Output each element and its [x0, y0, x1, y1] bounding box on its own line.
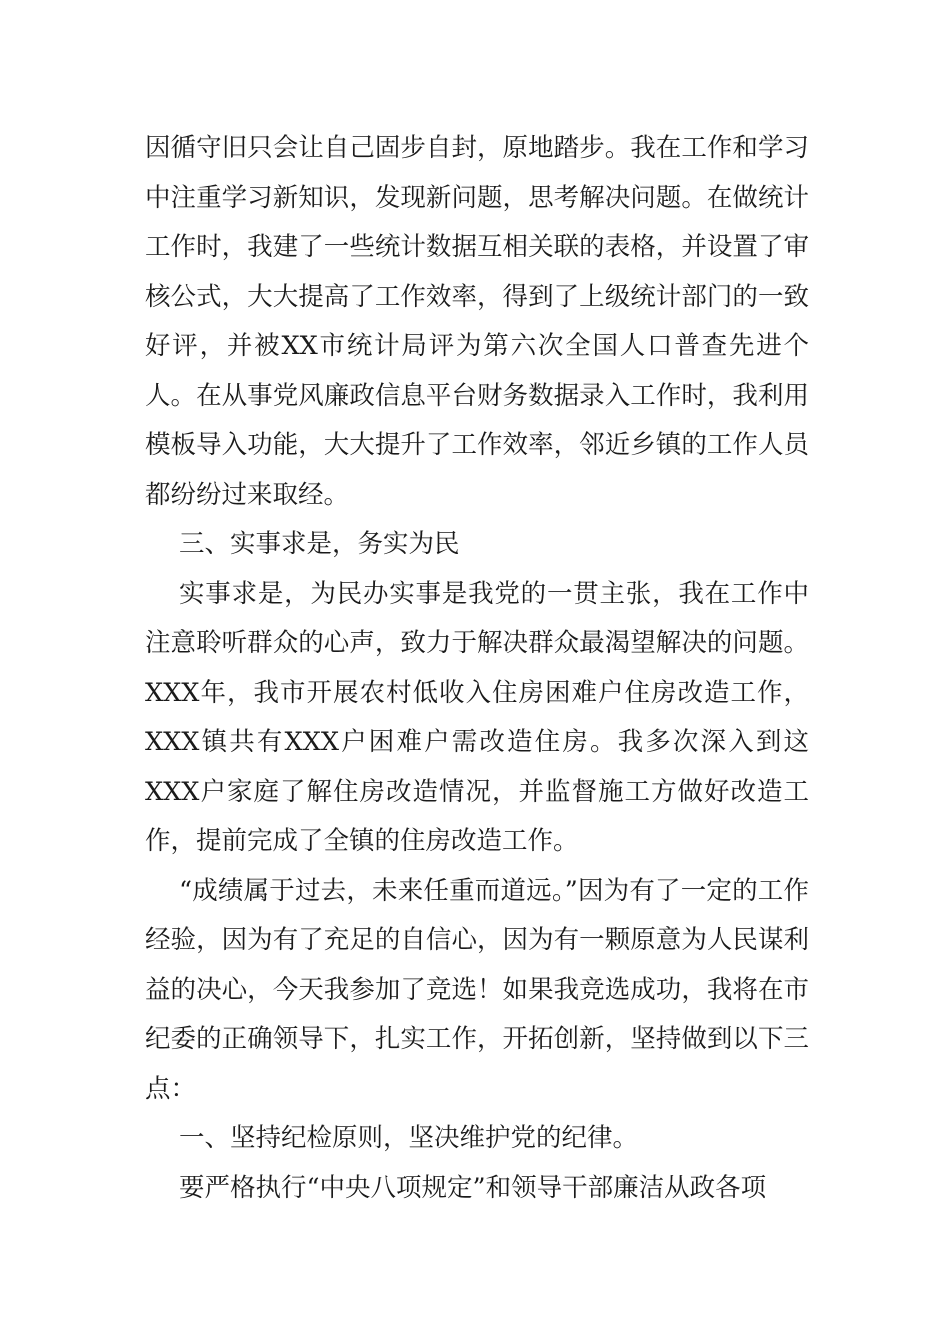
paragraph-continuation: 因循守旧只会让自己固步自封，原地踏步。我在工作和学习中注重学习新知识，发现新问题，思考解决问题。在做统计工作时，我建了一些统计数据互相关联的表格，并设置了审核公式，大大提高了工作效率，得到了上级统计部门的一致好评，并被XX市统计局评为第六次全国人口普查先进个人。在从事党风廉政信息平台财务数据录入工作时，我利用模板导入功能，大大提升了工作效率，邻近乡镇的工作人员都纷纷过来取经。 [145, 133, 809, 510]
document-body [145, 124, 809, 1213]
section-heading-3: 三、实事求是，务实为民 [179, 529, 460, 559]
paragraph-regulations: 要严格执行“中央八项规定”和领导干部廉洁从政各项 [179, 1172, 767, 1203]
paragraph-seek-truth: 实事求是，为民办实事是我党的一贯主张，我在工作中注意聆听群众的心声，致力于解决群众最渴望解决的问题。XXX年，我市开展农村低收入住房困难户住房改造工作，XXX镇共有XXX户困难户需改造住房。我多次深入到这XXX户家庭了解住房改造情况，并监督施工方做好改造工作，提前完成了全镇的住房改造工作。 [145, 578, 809, 856]
section-heading-1: 一、坚持纪检原则，坚决维护党的纪律。 [179, 1123, 639, 1153]
paragraph-campaign: “成绩属于过去，未来任重而道远。”因为有了一定的工作经验，因为有了充足的自信心，因为有一颗原意为人民谋利益的决心，今天我参加了竞选！如果我竞选成功，我将在市纪委的正确领导下，扎实工作，开拓创新，坚持做到以下三点： [145, 875, 809, 1104]
